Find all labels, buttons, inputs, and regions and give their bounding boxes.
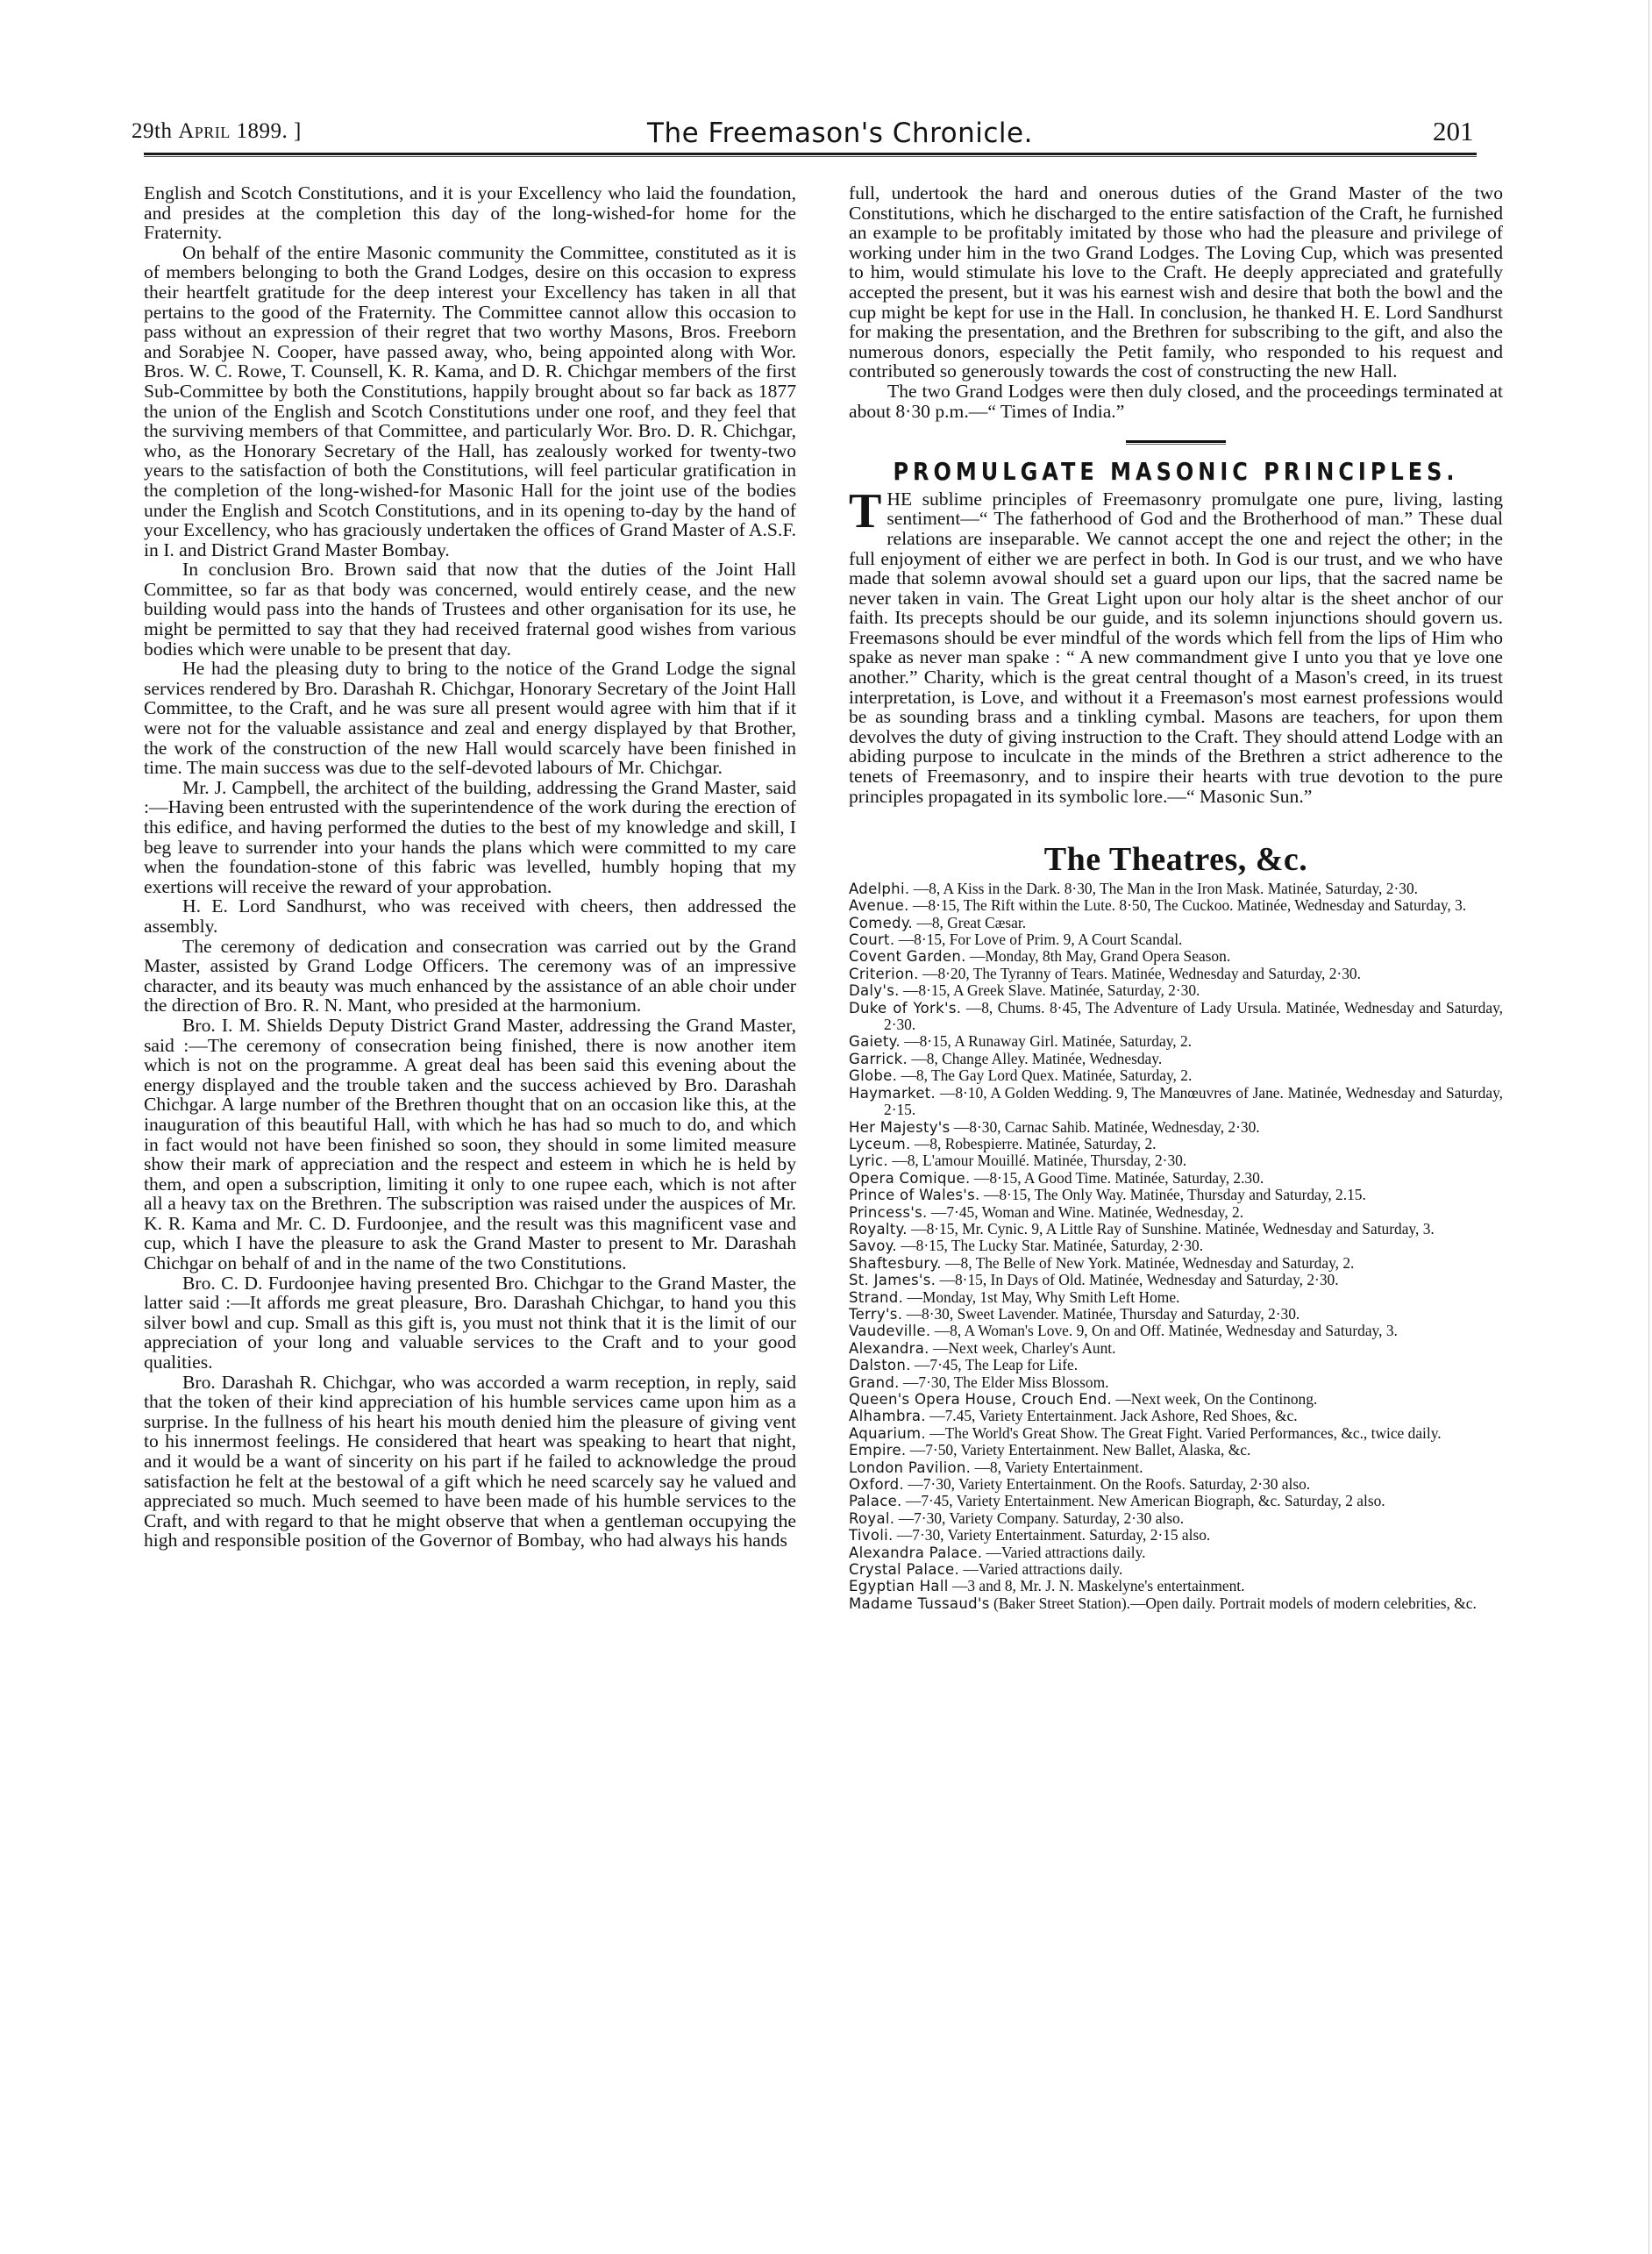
theatre-detail: —8·15, The Only Way. Matinée, Thursday and Saturday, 2.15. bbox=[983, 1186, 1366, 1204]
theatre-detail: —8, The Gay Lord Quex. Matinée, Saturday, 2. bbox=[901, 1066, 1193, 1085]
theatre-name: St. James's. bbox=[849, 1272, 936, 1289]
paragraph: Bro. C. D. Furdoonjee having presented Bro. Chichgar to the Grand Master, the latter said :—It affords me great pleasure, Bro. Darashah Chichgar, to hand you this silver bowl and cup. Small as this gift is, you must not think that it is the limit of our appreciation of your long and valuable services to the Craft and to your good qualities. bbox=[144, 1272, 796, 1373]
theatre-name: Globe. bbox=[849, 1067, 898, 1085]
theatre-detail: —8·15, In Days of Old. Matinée, Wednesday and Saturday, 2·30. bbox=[939, 1271, 1339, 1289]
theatre-detail: —8, Change Alley. Matinée, Wednesday. bbox=[911, 1049, 1163, 1067]
theatres-section bbox=[849, 841, 1504, 1612]
theatre-detail: —8, The Belle of New York. Matinée, Wednesday and Saturday, 2. bbox=[945, 1253, 1355, 1272]
theatre-name: Aquarium. bbox=[849, 1424, 926, 1442]
theatre-detail: —8, A Kiss in the Dark. 8·30, The Man in the Iron Mask. Matinée, Saturday, 2·30. bbox=[913, 879, 1418, 897]
theatre-detail: —8·30, Carnac Sahib. Matinée, Wednesday, 2·30. bbox=[953, 1117, 1260, 1136]
date-day: 29th bbox=[132, 119, 173, 143]
theatre-detail: —7·30, The Elder Miss Blossom. bbox=[903, 1373, 1109, 1391]
theatre-name: Oxford. bbox=[849, 1476, 904, 1494]
theatre-entry bbox=[849, 1033, 1503, 1050]
theatre-entry bbox=[849, 1085, 1503, 1119]
theatre-name: Palace. bbox=[849, 1493, 902, 1510]
theatre-entry bbox=[849, 1510, 1503, 1527]
theatre-name: Lyric. bbox=[849, 1152, 888, 1170]
theatre-name: Royal. bbox=[849, 1509, 895, 1527]
theatre-name: Her Majesty's bbox=[849, 1118, 951, 1136]
theatre-entry bbox=[849, 1595, 1503, 1612]
theatre-detail: —8, A Woman's Love. 9, On and Off. Matinée, Wednesday and Saturday, 3. bbox=[934, 1322, 1398, 1340]
theatre-entry bbox=[849, 1340, 1503, 1357]
theatre-entry bbox=[849, 948, 1503, 965]
theatre-entry bbox=[849, 1255, 1503, 1272]
theatre-entry bbox=[849, 1170, 1503, 1187]
theatre-detail: —7·50, Variety Entertainment. New Ballet, Alaska, &c. bbox=[909, 1441, 1251, 1459]
date-bracket: ] bbox=[294, 119, 302, 143]
paragraph: Bro. I. M. Shields Deputy District Grand Master, addressing the Grand Master, said :—The ceremony of consecration being finished, there is now another item which is not on the programme. A great deal has been said this evening about the energy displayed and the trouble taken and the success achieved by Bro. Darashah Chichgar. A large number of the Brethren thought that on an occasion like this, at the inauguration of this beautiful Hall, with which he has had so much to do, and which in fact would not have been finished so soon, they should in some limited measure show their mark of appreciation and the respect and esteem in which he is held by them, and open a subscription, limiting it only to one rupee each, which is not after all a heavy tax on the Brethren. The subscription was raised under the auspices of Mr. K. R. Kama and Mr. C. D. Furdoonjee, and the result was this magnificent vase and cup, which I have the pleasure to ask the Grand Master to present to Mr. Darashah Chichgar on behalf of and in the name of the two Constitutions. bbox=[144, 1014, 796, 1274]
theatre-detail: —3 and 8, Mr. J. N. Maskelyne's entertainment. bbox=[951, 1577, 1245, 1595]
theatre-detail: —8·30, Sweet Lavender. Matinée, Thursday and Saturday, 2·30. bbox=[906, 1304, 1300, 1323]
paragraph: In conclusion Bro. Brown said that now that the duties of the Joint Hall Committee, so far as that body was concerned, would entirely cease, and the new building would pass into the hands of Trustees and other organisation for its use, he might be permitted to say that they had received fraternal good wishes from various bodies which were unable to be present that day. bbox=[144, 559, 796, 660]
theatre-detail: —8·15, A Greek Slave. Matinée, Saturday, 2·30. bbox=[903, 981, 1200, 1000]
theatre-name: London Pavilion. bbox=[849, 1459, 972, 1476]
theatre-entry bbox=[849, 1408, 1503, 1424]
theatre-entry bbox=[849, 1425, 1503, 1442]
theatre-name: Court. bbox=[849, 931, 895, 949]
theatre-name: Avenue. bbox=[849, 897, 909, 915]
theatre-name: Egyptian Hall bbox=[849, 1578, 949, 1595]
paragraph: H. E. Lord Sandhurst, who was received with cheers, then addressed the assembly. bbox=[144, 895, 796, 937]
paragraph: The ceremony of dedication and consecration was carried out by the Grand Master, assisted by Grand Lodge Officers. The ceremony was of an impressive character, and its beauty was much enhanced by the assistance of an able choir under the direction of Bro. R. N. Mant, who presided at the harmonium. bbox=[144, 935, 796, 1016]
theatre-entry bbox=[849, 1306, 1503, 1323]
theatre-entry bbox=[849, 1204, 1503, 1221]
theatre-entry bbox=[849, 1374, 1503, 1391]
theatre-name: Terry's. bbox=[849, 1305, 903, 1323]
theatre-entry bbox=[849, 1561, 1503, 1578]
paragraph: full, undertook the hard and onerous duties of the Grand Master of the two Constitutions, which he discharged to the entire satisfaction of the Craft, he furnished an example to be profitably imitated by those who had the pleasure and privilege of working under him in the two Grand Lodges. The Loving Cup, which was presented to him, would stimulate his love to the Craft. He deeply appreciated and gratefully accepted the present, but it was his earnest wish and desire that both the bowl and the cup might be kept for use in the Hall. In conclusion, he thanked H. E. Lord Sandhurst for making the presentation, and the Brethren for subscribing to the gift, and also the numerous donors, especially the Petit family, who responded to his request and contributed so generously towards the cost of constructing the new Hall. bbox=[849, 182, 1503, 382]
theatre-detail: —8, Chums. 8·45, The Adventure of Lady Ursula. Matinée, Wednesday and Saturday, 2·30. bbox=[884, 998, 1504, 1034]
theatre-name: Prince of Wales's. bbox=[849, 1187, 980, 1204]
theatre-detail: —Next week, Charley's Aunt. bbox=[933, 1338, 1116, 1357]
paragraph: English and Scotch Constitutions, and it is your Excellency who laid the foundation, and presides at the completion this day of the long-wished-for home for the Fraternity. bbox=[144, 182, 796, 244]
theatre-entry bbox=[849, 1459, 1503, 1476]
theatre-name: Princess's. bbox=[849, 1203, 928, 1221]
theatre-name: Dalston. bbox=[849, 1357, 911, 1374]
theatre-detail: —Next week, On the Continong. bbox=[1115, 1390, 1318, 1408]
theatre-detail: —8, L'amour Mouillé. Matinée, Thursday, 2·30. bbox=[892, 1152, 1187, 1170]
theatre-entry bbox=[849, 915, 1503, 931]
theatre-name: Daly's. bbox=[849, 982, 900, 1000]
theatre-name: Madame Tussaud's bbox=[849, 1594, 990, 1612]
paragraph: Bro. Darashah R. Chichgar, who was accorded a warm reception, in reply, said that the token of their kind appreciation of his humble services came upon him as a surprise. In the fullness of his heart his mouth denied him the pleasure of giving vent to his innermost feelings. He considered that heart was speaking to heart that night, and it would be a want of sincerity on his part if he failed to acknowledge the proud satisfaction he felt at the bestowal of a gift which he need scarcely say he valued and appreciated so much. Much seemed to have been made of his humble services to the Craft, and with regard to that he might observe that when a gentleman occupying the high and responsible position of the Governor of Bombay, who had always his hands bbox=[144, 1371, 796, 1551]
theatre-entry bbox=[849, 966, 1503, 982]
paragraph: He had the pleasing duty to bring to the notice of the Grand Lodge the signal services rendered by Bro. Darashah R. Chichgar, Honorary Secretary of the Joint Hall Committee, to the Craft, and he was sure all present would agree with him that if it were not for the valuable assistance and zeal and energy displayed by that Brother, the work of the construction of the new Hall would scarcely have been finished in time. The main success was due to the self-devoted labours of Mr. Chichgar. bbox=[144, 658, 796, 779]
theatre-detail: —8·15, The Rift within the Lute. 8·50, The Cuckoo. Matinée, Wednesday and Saturday, 3. bbox=[913, 896, 1467, 915]
theatre-detail: —Varied attractions daily. bbox=[986, 1543, 1146, 1561]
paragraph: On behalf of the entire Masonic community the Committee, constituted as it is of members belonging to both the Grand Lodges, desire on this occasion to express their heartfelt gratitude for the deep interest your Excellency has taken in all that pertains to the good of the Fraternity. The Committee cannot allow this occasion to pass without an expression of their regret that two worthy Masons, Bros. Freeborn and Sorabjee N. Cooper, have passed away, who, being appointed along with Wor. Bros. W. C. Rowe, T. Counsell, K. R. Kama, and D. R. Chichgar members of the first Sub-Committee by both the Constitutions, happily brought about so far back as 1877 the union of the English and Scotch Constitutions under one roof, and they feel that the surviving members of that Committee, and particularly Wor. Bro. D. R. Chichgar, who, as the Honorary Secretary of the Hall, has zealously worked for twenty-two years to the satisfaction of both the Constitutions, will feel particular gratification in the completion of the long-wished-for Masonic Hall for the joint use of the bodies under the English and Scotch Constitutions, and in its opening to-day by the hand of your Excellency, who has graciously undertaken the offices of Grand Master of A.S.F. in I. and District Grand Master Bombay. bbox=[144, 241, 796, 560]
theatre-entry bbox=[849, 1357, 1503, 1373]
article-text: HE sublime principles of Freemasonry promulgate one pure, living, lasting sentiment—“ The fatherhood of God and the Brotherhood of man.” These dual relations are inseparable. We cannot accept the one and reject the other; in the full enjoyment of either we are perfect in both. In God is our trust, and we who have made that solemn avowal should set a guard upon our lips, that the sacred name be never taken in vain. The Great Light upon our holy altar is the sheet anchor of our faith. Its precepts should be our guide, and its solemn injunctions should govern us. Freemasons should be ever mindful of the words which fell from the lips of Him who spake as never man spake : “ A new commandment give I unto you that ye love one another.” Charity, which is the great central thought of a Mason's creed, in its truest interpretation, is Love, and without it a Freemason's most earnest professions would be as sounding brass and a tinkling cymbal. Masons are teachers, for upon them devolves the duty of giving instruction to the Craft. They should attend Lodge with an abiding purpose to inculcate in the minds of the Brethren a strict adherence to the tenets of Freemasonry, and to inspire their hearts with true devotion to the pure principles propagated in its symbolic lore.—“ Masonic Sun.” bbox=[849, 488, 1503, 807]
theatre-detail: —8·15, Mr. Cynic. 9, A Little Ray of Sunshine. Matinée, Wednesday and Saturday, 3. bbox=[911, 1219, 1435, 1238]
theatre-name: Alexandra Palace. bbox=[849, 1544, 983, 1561]
theatres-title: The Theatres, &c. bbox=[1043, 841, 1308, 879]
theatre-entry bbox=[849, 881, 1503, 897]
page-edge-line bbox=[1648, 0, 1649, 2254]
theatre-detail: —7·45, Woman and Wine. Matinée, Wednesday, 2. bbox=[930, 1202, 1244, 1221]
left-column bbox=[144, 183, 796, 1551]
theatre-detail: —7·45, Variety Entertainment. New American Biograph, &c. Saturday, 2 also. bbox=[905, 1492, 1385, 1510]
publication-title: The Freemason's Chronicle. bbox=[647, 118, 1033, 149]
theatre-detail: —Monday, 1st May, Why Smith Left Home. bbox=[907, 1287, 1180, 1306]
right-column bbox=[849, 183, 1503, 1612]
theatre-detail: —8·20, The Tyranny of Tears. Matinée, Wednesday and Saturday, 2·30. bbox=[922, 964, 1361, 982]
theatre-name: Comedy. bbox=[849, 914, 914, 931]
theatre-listing bbox=[849, 881, 1503, 1612]
theatre-entry bbox=[849, 1238, 1503, 1254]
theatre-detail: —7·30, Variety Entertainment. Saturday, 2·15 also. bbox=[896, 1526, 1211, 1544]
theatre-name: Royalty. bbox=[849, 1220, 908, 1238]
paragraph: Mr. J. Campbell, the architect of the building, addressing the Grand Master, said :—Having been entrusted with the superintendence of the work during the erection of this edifice, and having performed the duties to the best of my knowledge and skill, I beg leave to surrender into your hands the plans which were committed to my care when the foundation-stone of this fabric was levelled, humbly hoping that my exertions will receive the reward of your approbation. bbox=[144, 776, 796, 897]
header-rule bbox=[144, 153, 1477, 157]
date-year: 1899. bbox=[236, 119, 288, 143]
theatre-name: Alexandra. bbox=[849, 1339, 929, 1357]
theatre-detail: —7.45, Variety Entertainment. Jack Ashore, Red Shoes, &c. bbox=[929, 1407, 1298, 1425]
theatre-entry bbox=[849, 931, 1503, 948]
theatre-name: Empire. bbox=[849, 1442, 907, 1459]
theatre-name: Strand. bbox=[849, 1288, 904, 1306]
theatre-entry bbox=[849, 1442, 1503, 1459]
theatre-detail: —The World's Great Show. The Great Fight. Varied Performances, &c., twice daily. bbox=[929, 1423, 1442, 1442]
theatre-name: Grand. bbox=[849, 1373, 900, 1391]
theatre-name: Tivoli. bbox=[849, 1527, 894, 1544]
theatre-detail: —8·15, The Lucky Star. Matinée, Saturday, 2·30. bbox=[901, 1237, 1204, 1255]
theatre-detail: —8, Great Cæsar. bbox=[916, 913, 1027, 931]
theatre-name: Savoy. bbox=[849, 1238, 897, 1255]
theatre-entry bbox=[849, 1221, 1503, 1238]
theatre-name: Shaftesbury. bbox=[849, 1254, 942, 1272]
drop-cap: T bbox=[849, 483, 882, 539]
theatre-entry bbox=[849, 1527, 1503, 1544]
theatre-name: Criterion. bbox=[849, 965, 919, 982]
article-body bbox=[849, 483, 1503, 807]
theatre-detail: (Baker Street Station).—Open daily. Portrait models of modern celebrities, &c. bbox=[993, 1594, 1477, 1612]
theatre-entry bbox=[849, 1000, 1503, 1034]
theatre-entry bbox=[849, 1476, 1503, 1493]
theatre-entry bbox=[849, 1578, 1503, 1594]
theatre-name: Alhambra. bbox=[849, 1408, 926, 1425]
article-title: PROMULGATE MASONIC PRINCIPLES. bbox=[893, 457, 1459, 487]
theatre-entry bbox=[849, 1051, 1503, 1067]
theatre-name: Covent Garden. bbox=[849, 948, 966, 966]
theatre-entry bbox=[849, 1544, 1503, 1561]
theatre-entry bbox=[849, 1187, 1503, 1203]
theatre-name: Vaudeville. bbox=[849, 1323, 931, 1340]
theatre-detail: —8·15, For Love of Prim. 9, A Court Scandal. bbox=[898, 931, 1183, 949]
theatre-entry bbox=[849, 982, 1503, 999]
theatre-name: Crystal Palace. bbox=[849, 1561, 960, 1579]
theatre-detail: —Monday, 8th May, Grand Opera Season. bbox=[969, 947, 1231, 966]
theatre-detail: —7·30, Variety Company. Saturday, 2·30 also. bbox=[898, 1509, 1185, 1527]
date-month: April bbox=[178, 119, 231, 143]
theatre-name: Garrick. bbox=[849, 1050, 908, 1067]
theatre-entry bbox=[849, 1391, 1503, 1408]
section-separator-rule bbox=[1126, 440, 1226, 445]
theatre-detail: —8, Variety Entertainment. bbox=[974, 1458, 1143, 1476]
theatre-entry bbox=[849, 1493, 1503, 1509]
theatre-detail: —8·10, A Golden Wedding. 9, The Manœuvres of Jane. Matinée, Wednesday and Saturday, 2·15. bbox=[884, 1083, 1503, 1119]
theatre-name: Haymarket. bbox=[849, 1084, 936, 1102]
paragraph: The two Grand Lodges were then duly closed, and the proceedings terminated at about 8·30 p.m.—“ Times of India.” bbox=[849, 380, 1503, 422]
theatre-name: Queen's Opera House, Crouch End. bbox=[849, 1391, 1113, 1408]
theatre-entry bbox=[849, 1323, 1503, 1339]
theatre-name: Duke of York's. bbox=[849, 999, 962, 1016]
theatre-detail: —8·15, A Good Time. Matinée, Saturday, 2.30. bbox=[973, 1168, 1264, 1187]
theatre-name: Gaiety. bbox=[849, 1033, 901, 1051]
theatre-entry bbox=[849, 1136, 1503, 1152]
theatre-name: Lyceum. bbox=[849, 1135, 911, 1152]
promulgate-article bbox=[849, 457, 1503, 807]
theatre-entry bbox=[849, 1119, 1503, 1136]
theatre-entry bbox=[849, 1289, 1503, 1306]
theatre-entry bbox=[849, 897, 1503, 914]
theatre-detail: —8, Robespierre. Matinée, Saturday, 2. bbox=[914, 1134, 1157, 1152]
theatre-entry bbox=[849, 1152, 1503, 1169]
theatre-detail: —7·45, The Leap for Life. bbox=[915, 1356, 1079, 1374]
page-number: 201 bbox=[1433, 116, 1474, 146]
theatre-detail: —7·30, Variety Entertainment. On the Roofs. Saturday, 2·30 also. bbox=[908, 1475, 1311, 1494]
theatre-name: Adelphi. bbox=[849, 880, 910, 897]
theatre-detail: —8·15, A Runaway Girl. Matinée, Saturday, 2. bbox=[904, 1032, 1193, 1051]
theatre-entry bbox=[849, 1272, 1503, 1288]
issue-date bbox=[132, 119, 302, 144]
theatre-name: Opera Comique. bbox=[849, 1169, 971, 1187]
theatre-detail: —Varied attractions daily. bbox=[963, 1560, 1123, 1579]
theatre-entry bbox=[849, 1067, 1503, 1084]
